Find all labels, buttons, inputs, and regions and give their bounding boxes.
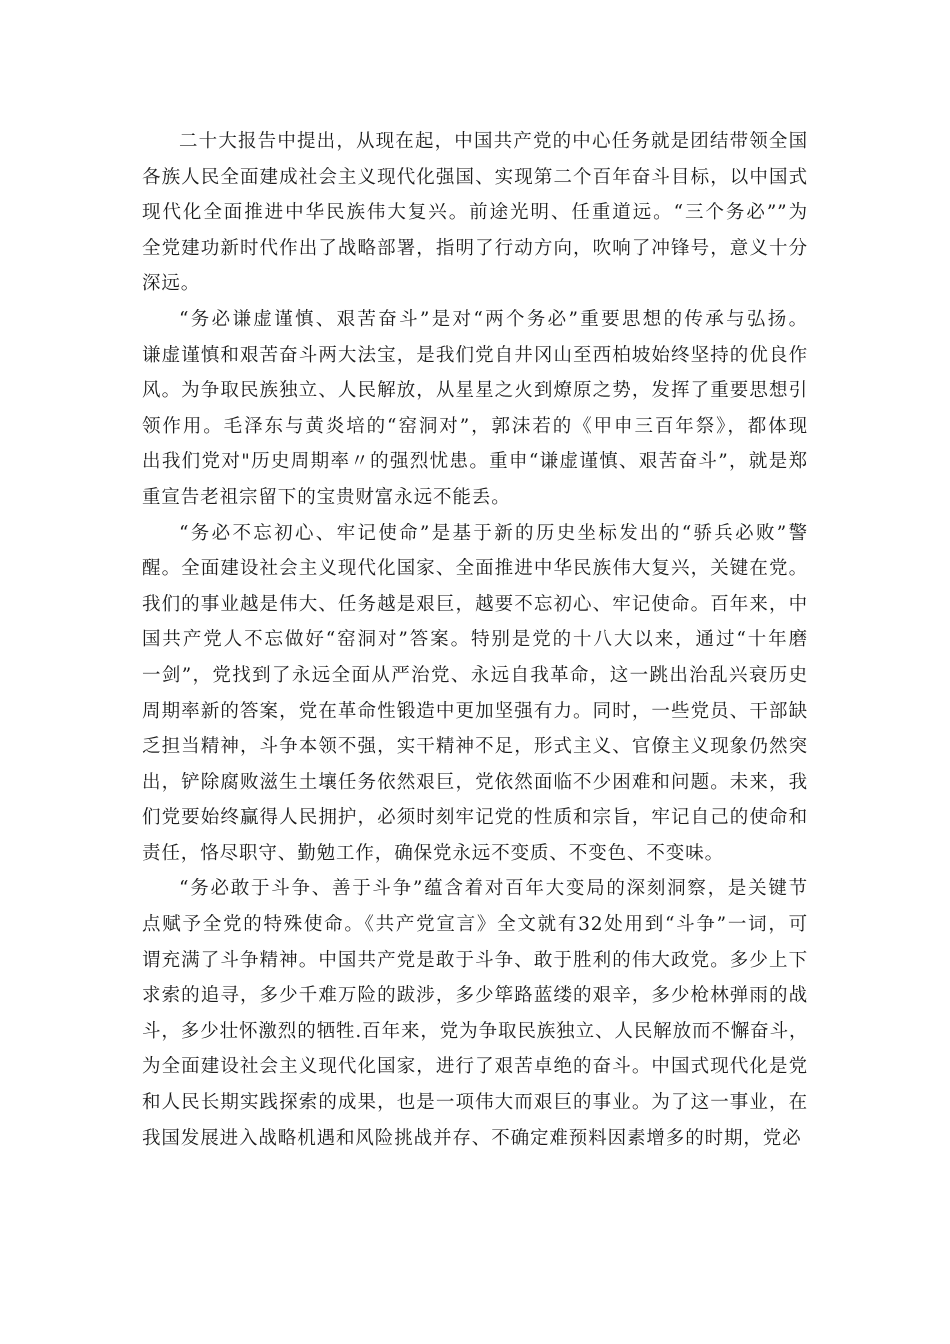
text-line: 出我们党对"历史周期率〃的强烈忧患。重申“谦虚谨慎、艰苦奋斗”，就是郑 (142, 451, 808, 473)
text-line: 点赋予全党的特殊使命。《共产党宣言》全文就有32处用到“斗争”一词，可 (142, 914, 808, 936)
text-line: 斗，多少壮怀激烈的牺牲.百年来，党为争取民族独立、人民解放而不懈奋斗， (142, 1020, 809, 1042)
text-line: 和人民长期实践探索的成果，也是一项伟大而艰巨的事业。为了这一事业，在 (142, 1092, 808, 1114)
paragraph (142, 516, 808, 872)
text-line: 醒。全面建设社会主义现代化国家、全面推进中华民族伟大复兴，关键在党。 (142, 558, 808, 580)
text-line: 出，铲除腐败滋生土壤任务依然艰巨，党依然面临不少困难和问题。未来，我 (142, 771, 808, 793)
text-line: 现代化全面推进中华民族伟大复兴。前途光明、任重道远。“三个务必””为 (142, 202, 808, 224)
text-line: 各族人民全面建成社会主义现代化强国、实现第二个百年奋斗目标，以中国式 (142, 166, 808, 188)
text-line: 谓充满了斗争精神。中国共产党是敢于斗争、敢于胜利的伟大政党。多少上下 (142, 949, 808, 971)
text-line: 我国发展进入战略机遇和风险挑战并存、不确定难预料因素增多的时期，党必 (142, 1127, 802, 1149)
text-line: “务必不忘初心、牢记使命”是基于新的历史坐标发出的“骄兵必败”警 (179, 522, 808, 544)
text-line: 求索的追寻，多少千难万险的跋涉，多少筚路蓝缕的艰辛，多少枪林弹雨的战 (142, 985, 808, 1007)
text-line: 领作用。毛泽东与黄炎培的“窑洞对”，郭沫若的《甲申三百年祭》，都体现 (142, 415, 808, 437)
text-line: 全党建功新时代作出了战略部署，指明了行动方向，吹响了冲锋号，意义十分 (142, 237, 808, 259)
text-line: 二十大报告中提出，从现在起，中国共产党的中心任务就是团结带领全国 (179, 131, 808, 152)
document-body (142, 124, 808, 1156)
text-line: 乏担当精神，斗争本领不强，实干精神不足，形式主义、官僚主义现象仍然突 (142, 736, 808, 758)
text-line: 风。为争取民族独立、人民解放，从星星之火到燎原之势，发挥了重要思想引 (142, 380, 808, 402)
text-line: 深远。 (142, 273, 201, 295)
text-line: 一剑”，党找到了永远全面从严治党、永远自我革命，这一跳出治乱兴衰历史 (142, 664, 808, 686)
text-line: 为全面建设社会主义现代化国家，进行了艰苦卓绝的奋斗。中国式现代化是党 (142, 1056, 808, 1078)
text-line: 国共产党人不忘做好“窑洞对”答案。特别是党的十八大以来，通过“十年磨 (142, 629, 808, 651)
text-line: “务必敢于斗争、善于斗争”蕴含着对百年大变局的深刻洞察，是关键节 (179, 878, 808, 900)
text-line: 谦虚谨慎和艰苦奋斗两大法宝，是我们党自井冈山至西柏坡始终坚持的优良作 (142, 344, 808, 366)
paragraph (142, 302, 808, 516)
paragraph (142, 124, 808, 302)
text-line: “务必谦虚谨慎、艰苦奋斗”是对“两个务必”重要思想的传承与弘扬。 (179, 308, 808, 330)
text-line: 们党要始终赢得人民拥护，必须时刻牢记党的性质和宗旨，牢记自己的使命和 (142, 807, 808, 829)
text-line: 重宣告老祖宗留下的宝贵财富永远不能丢。 (142, 486, 511, 508)
text-line: 周期率新的答案，党在革命性锻造中更加坚强有力。同时，一些党员、干部缺 (142, 700, 808, 722)
paragraph (142, 871, 808, 1156)
text-line: 我们的事业越是伟大、任务越是艰巨，越要不忘初心、牢记使命。百年来，中 (142, 593, 808, 615)
text-line: 责任，恪尽职守、勤勉工作，确保党永远不变质、不变色、不变味。 (142, 842, 725, 864)
